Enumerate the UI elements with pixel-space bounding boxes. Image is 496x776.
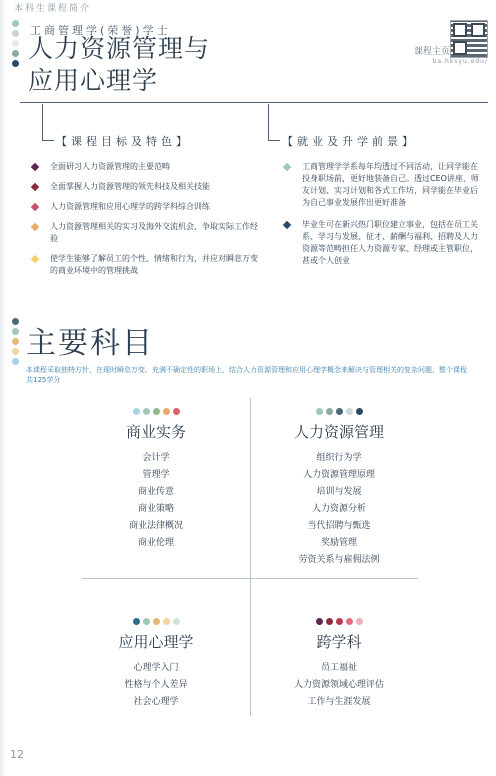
category-business — [86, 408, 226, 552]
course-item: 劳资关系与雇佣法例 — [298, 555, 380, 565]
course-item: 社会心理学 — [133, 697, 179, 707]
decor-dot — [12, 358, 19, 365]
category-applied-psychology — [86, 618, 226, 711]
homepage-url[interactable]: ba.hksyu.edu/ — [432, 58, 488, 65]
programme-title-line2: 应用心理学 — [28, 66, 159, 95]
list-item: 人力资源管理和应用心理学的跨学科综合训练 — [30, 201, 260, 213]
decor-dot — [12, 30, 19, 37]
homepage-label[interactable]: 课程主页 — [413, 47, 450, 57]
left-band — [0, 0, 6, 776]
course-item: 组织行为学 — [316, 453, 362, 463]
decor-dot — [12, 50, 19, 57]
decor-dot — [12, 20, 19, 27]
list-item: 使学生能够了解员工的个性、情绪和行为，并应对瞬息万变的商业环境中的管理挑战 — [30, 253, 260, 277]
objectives-heading: 【课程目标及特色】 — [56, 135, 191, 148]
decor-dot — [143, 408, 150, 415]
category-interdisciplinary — [264, 618, 414, 711]
course-item: 当代招聘与甄选 — [307, 521, 371, 531]
objectives-connector-h — [42, 140, 54, 141]
decor-dot — [173, 618, 180, 625]
diamond-bullet-icon — [31, 163, 39, 171]
decor-dot — [336, 408, 343, 415]
degree-title: 工商管理学(荣誉)学士 — [30, 24, 171, 37]
course-item: 商业伦理 — [137, 538, 174, 548]
course-item: 管理学 — [142, 470, 170, 480]
main-intro: 本课程采取独特方针，在现时瞬息万变、充满不确定性的职场上，结合人力资源管理和应用心理学概念来解决与管理相关的复杂问题，整个课程共125学分 — [26, 366, 467, 384]
qr-code-icon[interactable] — [450, 20, 488, 58]
list-item: 全面掌握人力资源管理的领先科技及相关技能 — [30, 181, 260, 193]
category-title: 应用心理学 — [118, 633, 194, 651]
decor-dot — [346, 618, 353, 625]
grid-vertical-divider — [250, 398, 251, 716]
decor-dot — [326, 618, 333, 625]
list-item: 人力资源管理相关的实习及海外交流机会，争取实际工作经验 — [30, 221, 260, 245]
list-item: 毕业生可在新兴热门职位建立事业，包括在员工关系、学习与发展、征才、薪酬与福利、招聘及人力资源等范畴担任人力资源专家、经理或主管职位，甚或个人创业 — [282, 219, 482, 267]
decor-dot — [316, 408, 323, 415]
page-number: 12 — [10, 748, 24, 761]
decor-dot — [336, 618, 343, 625]
header-dots — [12, 20, 19, 67]
course-item: 性格与个人差异 — [124, 680, 188, 690]
qr-corner — [471, 23, 485, 37]
diamond-bullet-icon — [31, 255, 39, 263]
grid-horizontal-divider — [82, 578, 418, 579]
category-title: 商业实务 — [125, 423, 186, 441]
qr-corner — [453, 41, 467, 55]
decor-dot — [163, 408, 170, 415]
diamond-bullet-icon — [283, 221, 291, 229]
decor-dot — [153, 618, 160, 625]
course-item: 人力资源分析 — [311, 504, 366, 514]
course-item: 商业策略 — [137, 504, 174, 514]
category-dots — [86, 408, 226, 415]
decor-dot — [316, 618, 323, 625]
category-title: 跨学科 — [316, 633, 362, 651]
header-divider — [20, 102, 488, 103]
decor-dot — [153, 408, 160, 415]
decor-dot — [133, 618, 140, 625]
main-subjects-title: 主要科目 — [26, 326, 154, 361]
careers-connector — [268, 104, 269, 140]
course-item: 工作与生涯发展 — [307, 697, 371, 707]
objectives-list — [30, 161, 260, 285]
decor-dot — [346, 408, 353, 415]
careers-list — [282, 161, 482, 275]
objectives-connector — [42, 104, 43, 140]
decor-dot — [326, 408, 333, 415]
decor-dot — [12, 318, 19, 325]
decor-dot — [12, 338, 19, 345]
course-item: 商业法律概况 — [128, 521, 183, 531]
category-title: 人力资源管理 — [293, 423, 384, 441]
decor-dot — [12, 40, 19, 47]
decor-dot — [12, 328, 19, 335]
diamond-bullet-icon — [31, 223, 39, 231]
course-item: 心理学入门 — [133, 663, 179, 673]
diamond-bullet-icon — [31, 203, 39, 211]
list-item: 工商管理学学系每年均透过不同活动，让同学能在投身职场前，更好地装备自己。透过CEO讲座、师友计划、实习计划和各式工作坊，同学能在毕业后为自己事业发展作出更好准备 — [282, 161, 482, 209]
qr-corner — [453, 23, 467, 37]
careers-heading: 【就业及升学前景】 — [282, 135, 417, 148]
course-item: 商业传意 — [137, 487, 174, 497]
category-dots — [264, 408, 414, 415]
decor-dot — [163, 618, 170, 625]
category-hrm — [264, 408, 414, 569]
decor-dot — [133, 408, 140, 415]
category-dots — [264, 618, 414, 625]
careers-connector-h — [268, 140, 280, 141]
decor-dot — [143, 618, 150, 625]
main-dots — [12, 318, 19, 365]
decor-dot — [12, 60, 19, 67]
diamond-bullet-icon — [283, 163, 291, 171]
list-item: 全面研习人力资源管理的主要范畴 — [30, 161, 260, 173]
decor-dot — [356, 408, 363, 415]
course-item: 培训与发展 — [316, 487, 362, 497]
course-item: 奖励管理 — [320, 538, 357, 548]
programme-title-line1: 人力资源管理与 — [28, 34, 211, 63]
course-item: 人力资源管理原理 — [302, 470, 375, 480]
course-item: 会计学 — [142, 453, 170, 463]
decor-dot — [356, 618, 363, 625]
decor-dot — [173, 408, 180, 415]
diamond-bullet-icon — [31, 183, 39, 191]
category-dots — [86, 618, 226, 625]
course-item: 员工福祉 — [320, 663, 357, 673]
section-label: 本科生课程简介 — [14, 4, 92, 14]
course-item: 人力资源领域心理评估 — [293, 680, 384, 690]
decor-dot — [12, 348, 19, 355]
